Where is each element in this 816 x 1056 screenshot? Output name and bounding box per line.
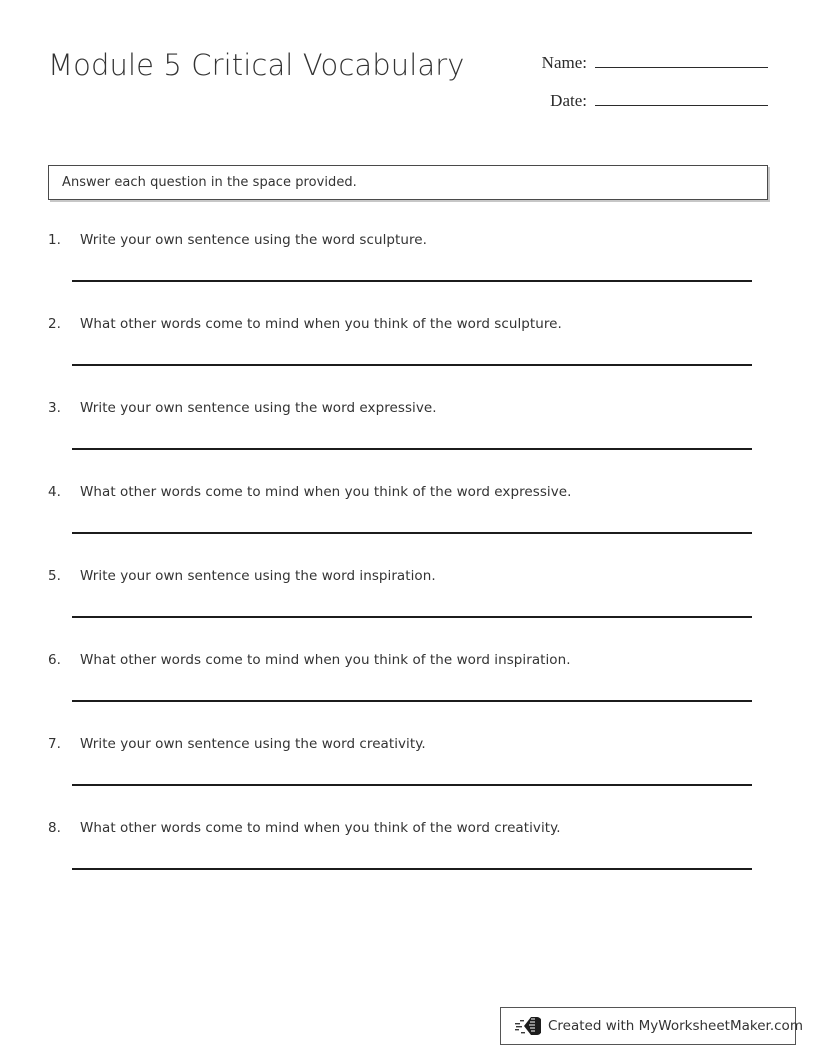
question-text: Write your own sentence using the word inspiration. xyxy=(80,568,436,584)
question-item xyxy=(48,230,768,314)
question-number: 4. xyxy=(48,484,61,500)
answer-line[interactable] xyxy=(72,616,752,618)
pencil-writing-icon xyxy=(515,1015,541,1037)
question-item xyxy=(48,482,768,566)
question-number: 8. xyxy=(48,820,61,836)
name-date-block xyxy=(518,48,768,124)
answer-line[interactable] xyxy=(72,448,752,450)
question-item xyxy=(48,818,768,902)
answer-line[interactable] xyxy=(72,700,752,702)
badge-label: Created with MyWorksheetMaker.com xyxy=(548,1018,803,1034)
name-input-line[interactable] xyxy=(595,48,768,68)
question-text: Write your own sentence using the word creativity. xyxy=(80,736,426,752)
question-number: 7. xyxy=(48,736,61,752)
created-with-badge[interactable] xyxy=(500,1007,803,1045)
questions-list xyxy=(48,230,768,902)
question-text: What other words come to mind when you think of the word inspiration. xyxy=(80,652,571,668)
instructions-text: Answer each question in the space provided. xyxy=(62,175,357,190)
question-item xyxy=(48,398,768,482)
page-title: Module 5 Critical Vocabulary xyxy=(48,48,465,82)
question-text: What other words come to mind when you think of the word sculpture. xyxy=(80,316,562,332)
date-label: Date: xyxy=(550,91,587,110)
answer-line[interactable] xyxy=(72,364,752,366)
answer-line[interactable] xyxy=(72,532,752,534)
question-item xyxy=(48,566,768,650)
question-number: 6. xyxy=(48,652,61,668)
question-item xyxy=(48,650,768,734)
question-number: 3. xyxy=(48,400,61,416)
name-row xyxy=(518,48,768,86)
name-label: Name: xyxy=(541,53,587,72)
date-row xyxy=(518,86,768,124)
question-text: Write your own sentence using the word expressive. xyxy=(80,400,437,416)
question-text: What other words come to mind when you think of the word creativity. xyxy=(80,820,561,836)
answer-line[interactable] xyxy=(72,868,752,870)
worksheet-header xyxy=(48,44,768,124)
question-item xyxy=(48,734,768,818)
instructions-box xyxy=(48,165,768,200)
question-number: 5. xyxy=(48,568,61,584)
date-input-line[interactable] xyxy=(595,86,768,106)
answer-line[interactable] xyxy=(72,280,752,282)
answer-line[interactable] xyxy=(72,784,752,786)
question-text: Write your own sentence using the word sculpture. xyxy=(80,232,427,248)
question-number: 2. xyxy=(48,316,61,332)
question-number: 1. xyxy=(48,232,61,248)
question-text: What other words come to mind when you think of the word expressive. xyxy=(80,484,572,500)
question-item xyxy=(48,314,768,398)
